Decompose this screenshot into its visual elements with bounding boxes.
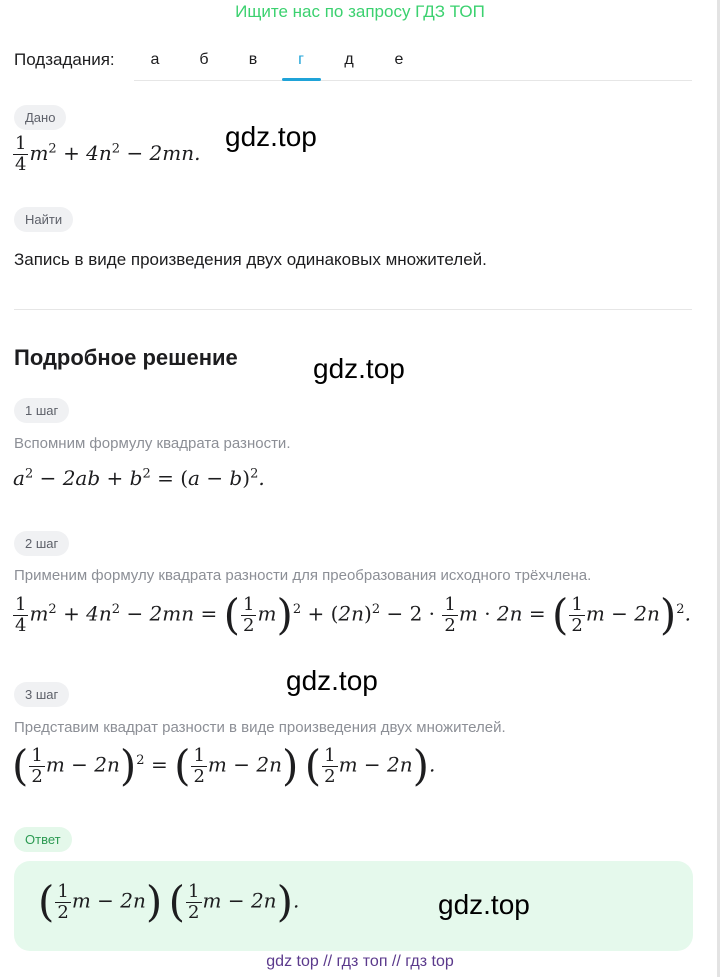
active-tab-indicator	[282, 78, 321, 81]
watermark: gdz.top	[225, 121, 317, 152]
tabs-divider	[134, 80, 692, 81]
step-1-hint: Вспомним формулу квадрата разности.	[14, 435, 291, 452]
watermark: gdz.top	[286, 665, 378, 696]
subtasks-label: Подзадания:	[14, 50, 115, 69]
solution-title: Подробное решение	[14, 345, 238, 370]
answer-formula: ( $\frac{1}{2}$ m − 2n) ( $\frac{1}{2}$ m − 2n).	[38, 877, 300, 926]
search-banner: Ищите нас по запросу ГДЗ ТОП	[235, 2, 485, 21]
tab-v[interactable]: в	[248, 51, 258, 68]
find-text: Запись в виде произведения двух одинаковых множителей.	[14, 250, 487, 269]
tab-a[interactable]: а	[150, 51, 160, 68]
given-expression: $\frac{1}{4}$ $m^2 + 4n^2 - 2mn$.	[15, 133, 201, 175]
find-pill: Найти	[14, 207, 73, 232]
tab-e[interactable]: е	[394, 51, 404, 68]
section-divider	[14, 309, 692, 310]
step-1-formula: $a^2 - 2ab + b^2 = (a - b)^2$.	[13, 466, 265, 490]
step-1-pill: 1 шаг	[14, 398, 69, 423]
tab-d[interactable]: д	[344, 51, 354, 68]
watermark: gdz.top	[438, 889, 530, 920]
step-3-formula: ( $\frac{1}{2}$ m − 2n)$^2$ = ( $\frac{1}{2}$ m − 2n) ( $\frac{1}{2}$ m − 2n).	[12, 741, 436, 790]
given-pill: Дано	[14, 105, 66, 130]
step-2-formula: $\frac{1}{4}$ $m^2 + 4n^2 - 2mn$ = ( $\frac{1}{2}$ $m)^2 + (2n)^2 - 2$ · $\frac{1}{2}$ m · 2n = ( $\frac{1}{2}$ m − 2n)$^2$.	[15, 590, 691, 639]
footer-links[interactable]: gdz top // гдз топ // гдз top	[266, 953, 454, 970]
answer-pill: Ответ	[14, 827, 72, 852]
step-2-pill: 2 шаг	[14, 531, 69, 556]
watermark: gdz.top	[313, 353, 405, 384]
step-2-hint: Применим формулу квадрата разности для преобразования исходного трёхчлена.	[14, 567, 592, 584]
tab-b[interactable]: б	[199, 51, 209, 68]
step-3-pill: 3 шаг	[14, 682, 69, 707]
step-3-hint: Представим квадрат разности в виде произведения двух множителей.	[14, 719, 506, 736]
tab-g[interactable]: г	[298, 51, 304, 68]
